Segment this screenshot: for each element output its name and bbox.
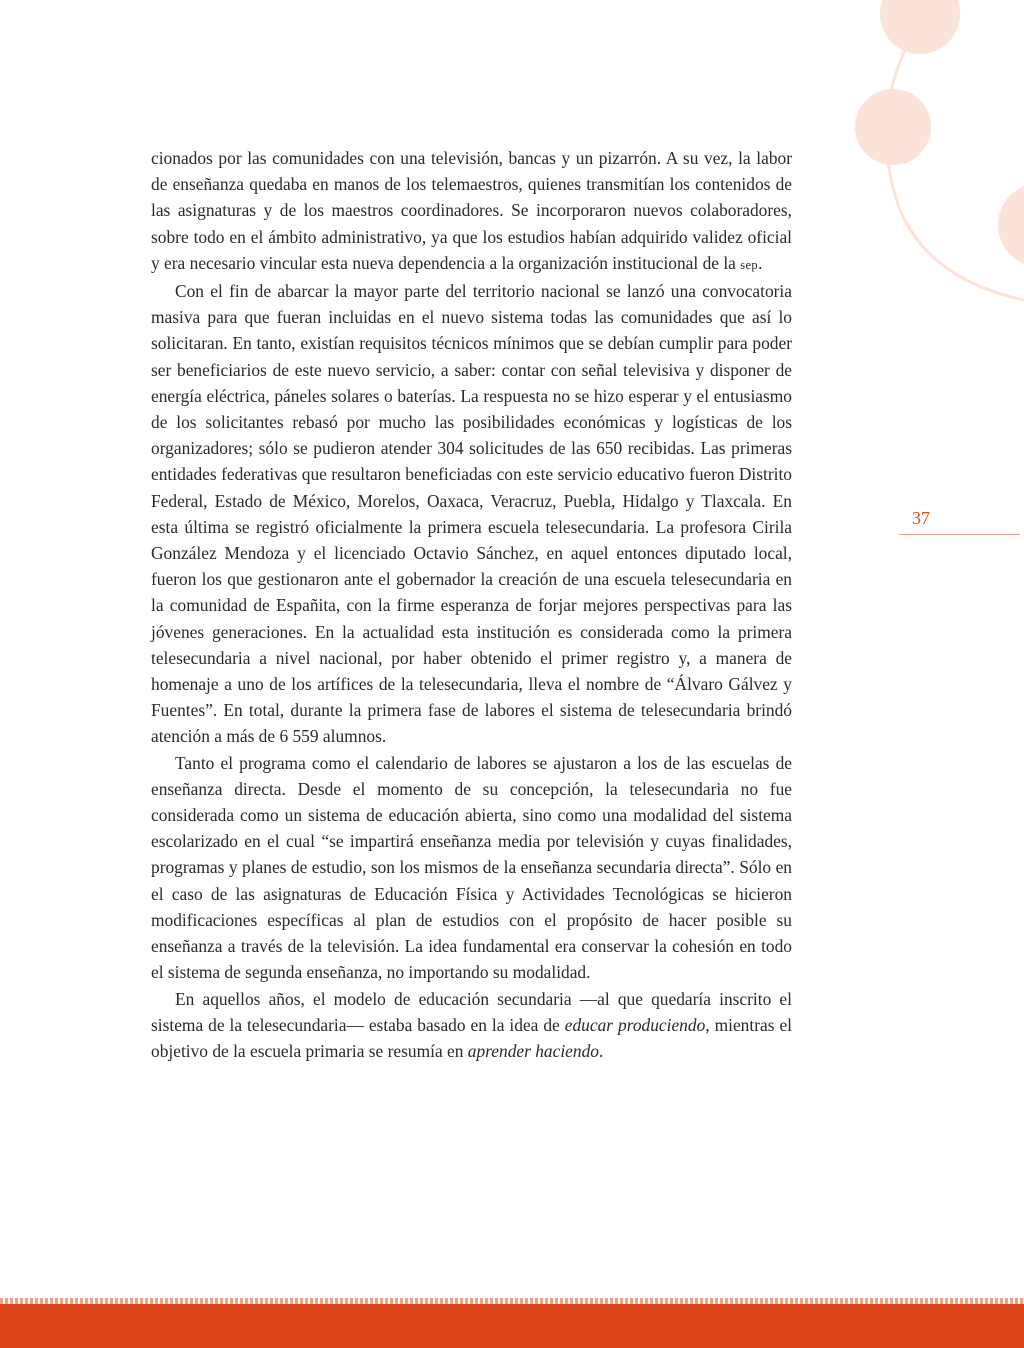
paragraph-4-text-c: . (598, 1040, 604, 1061)
decorative-circle-edge (998, 183, 1024, 267)
emphasis-aprender-haciendo: aprender haciendo (467, 1040, 599, 1061)
paragraph-2: Con el fin de abarcar la mayor parte del territorio nacional se lanzó una convocatoria masiva para que fueran incluidas en el nuevo sistema todas las comunidades que así lo solicitaran. En tanto, existían requisitos técnicos mínimos que se debían cumplir para poder ser beneficiarios de este nuevo servicio, a saber: contar con señal televisiva y disponer de energía eléctrica, páneles solares o baterías. La respuesta no se hizo esperar y el entusiasmo de los solicitantes rebasó por mucho las posibilidades económicas y logísticas de los organizadores; sólo se pudieron atender 304 solicitudes de las 650 recibidas. Las primeras entidades federativas que resultaron beneficiadas con este servicio educativo fueron Distrito Federal, Estado de México, Morelos, Oaxaca, Veracruz, Puebla, Hidalgo y Tlaxcala. En esta última se registró oficialmente la primera escuela telesecundaria. La profesora Cirila González Mendoza y el licenciado Octavio Sánchez, en aquel entonces diputado local, fueron los que gestionaron ante el gobernador la creación de una escuela telesecundaria en la comunidad de Españita, con la firme esperanza de forjar mejores perspectivas para las jóvenes generaciones. En la actualidad esta institución es considerada como la primera telesecundaria a nivel nacional, por haber obtenido el primer registro y, a manera de homenaje a uno de los artífices de la telesecundaria, lleva el nombre de “Álvaro Gálvez y Fuentes”. En total, durante la primera fase de labores el sistema de telesecundaria brindó atención a más de 6 559 alumnos. (151, 281, 792, 747)
paragraph-4-text-b: , mientras el objetivo de la escuela primaria se resumía en (151, 1014, 792, 1061)
page-number: 37 (912, 508, 930, 528)
paragraph-1-text: cionados por las comunidades con una televisión, bancas y un pizarrón. A su vez, la labor de enseñanza quedaba en manos de los telemaestros, quienes transmitían los contenidos de las asignaturas y de los maestros coordinadores. Se incorporaron nuevos colaboradores, sobre todo en el ámbito administrativo, ya que los estudios habían adquirido validez oficial y era necesario vincular esta nueva dependencia a la organización institucional de la (151, 148, 792, 273)
paragraph-4-text-a: En aquellos años, el modelo de educación secundaria —al que quedaría inscrito el sistema de la telesecundaria— estaba basado en la idea de (151, 988, 792, 1035)
decorative-circle-small (880, 0, 960, 54)
body-text (151, 145, 792, 1064)
page-number-rule (899, 534, 1020, 535)
sep-abbreviation: sep (740, 257, 759, 272)
paragraph-4 (151, 986, 792, 1065)
paragraph-3: Tanto el programa como el calendario de labores se ajustaron a los de las escuelas de enseñanza directa. Desde el momento de su concepción, la telesecundaria no fue considerada como un sistema de educación abierta, sino como una modalidad del sistema escolarizado en el cual “se impartirá enseñanza media por televisión y cuyas finalidades, programas y planes de estudio, son los mismos de la enseñanza secundaria directa”. Sólo en el caso de las asignaturas de Educación Física y Actividades Tecnológicas se hicieron modificaciones específicas al plan de estudios con el propósito de hacer posible su enseñanza a través de la televisión. La idea fundamental era conservar la cohesión en todo el sistema de segunda enseñanza, no importando su modalidad. (151, 752, 792, 983)
paragraph-1 (151, 145, 792, 278)
footer-band (0, 1304, 1024, 1348)
emphasis-educar-produciendo: educar produciendo (564, 1014, 706, 1035)
paragraph-1-end: . (758, 252, 763, 273)
decorative-circle-large (855, 89, 931, 165)
